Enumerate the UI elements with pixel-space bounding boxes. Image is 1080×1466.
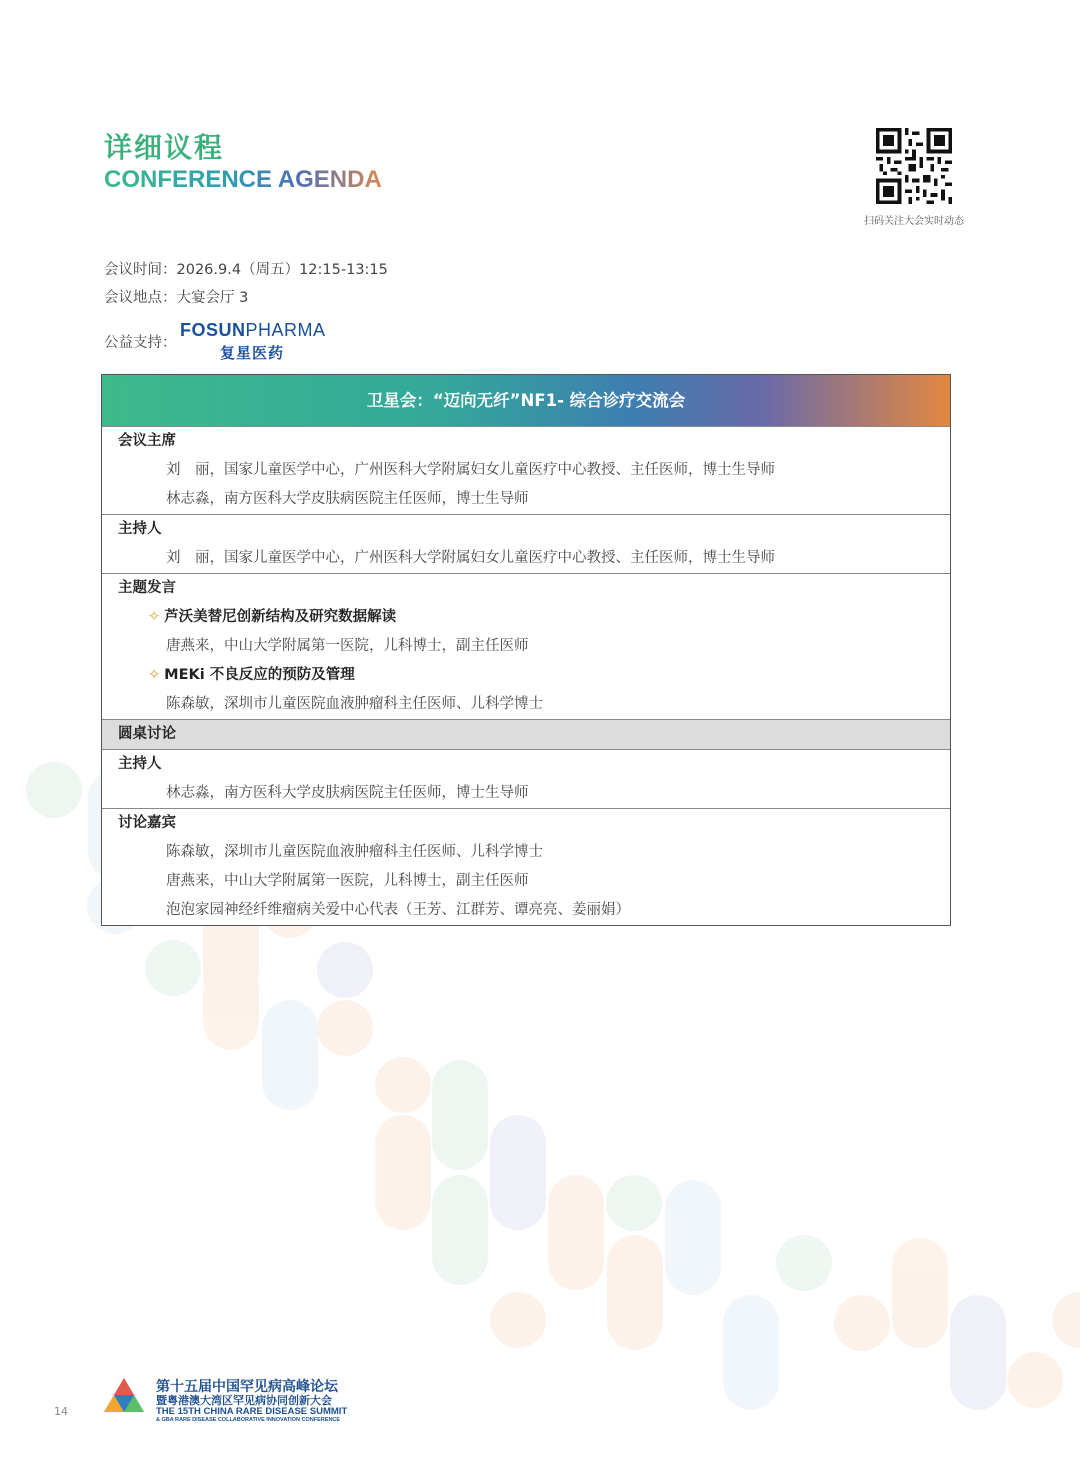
sparkle-icon: ✧: [148, 609, 161, 625]
section-label: 圆桌讨论: [118, 726, 176, 742]
section-label: 主持人: [118, 756, 162, 772]
page-number: 14: [54, 1405, 68, 1418]
talk-topic: [102, 661, 950, 690]
list-item: 林志淼，南方医科大学皮肤病医院主任医师，博士生导师: [166, 785, 529, 801]
section-label: 主题发言: [118, 580, 176, 596]
meeting-time: 会议时间：2026.9.4（周五）12:15-13:15: [104, 262, 388, 278]
guests-section: [102, 808, 950, 925]
qr-caption: 扫码关注大会实时动态: [864, 216, 964, 227]
agenda-table: [101, 374, 951, 926]
sparkle-icon: ✧: [148, 667, 161, 683]
list-item: 林志淼，南方医科大学皮肤病医院主任医师，博士生导师: [166, 491, 529, 507]
qr-code-icon[interactable]: [876, 128, 952, 204]
summit-line4: & GBA RARE DISEASE COLLABORATIVE INNOVATION CONFERENCE: [156, 1417, 341, 1423]
page-title-en: CONFERENCE AGENDA: [104, 166, 382, 193]
summit-name: [156, 1380, 347, 1424]
talk-topic-text: 芦沃美替尼创新结构及研究数据解读: [164, 609, 397, 625]
summit-logo-icon: [102, 1376, 146, 1420]
talk-topic: [102, 603, 950, 632]
fosun-pharma-logo: [180, 320, 326, 363]
list-item: 泡泡家园神经纤维瘤病关爱中心代表（王芳、江群芳、谭亮亮、姜丽娟）: [166, 902, 630, 918]
page-title-cn: 详细议程: [104, 131, 225, 164]
list-item: 刘 丽，国家儿童医学中心，广州医科大学附属妇女儿童医疗中心教授、主任医师，博士生导师: [166, 462, 775, 478]
meeting-venue: 会议地点：大宴会厅 3: [104, 290, 249, 306]
list-item: 陈森敏，深圳市儿童医院血液肿瘤科主任医师、儿科学博士: [166, 844, 543, 860]
keynote-section: [102, 573, 950, 719]
chairs-section: [102, 426, 950, 514]
roundtable-section: [102, 719, 950, 749]
roundtable-host-section: [102, 749, 950, 808]
summit-line3: THE 15TH CHINA RARE DISEASE SUMMIT: [156, 1406, 348, 1417]
sponsor-en-rest: PHARMA: [245, 320, 326, 340]
section-label: 会议主席: [118, 433, 176, 449]
summit-line1: 第十五届中国罕见病高峰论坛: [156, 1379, 338, 1395]
list-item: 刘 丽，国家儿童医学中心，广州医科大学附属妇女儿童医疗中心教授、主任医师，博士生导师: [166, 550, 775, 566]
sponsor-label: 公益支持：: [104, 335, 177, 351]
talk-speaker: 唐燕来，中山大学附属第一医院，儿科博士，副主任医师: [166, 638, 529, 654]
sponsor-en-bold: FOSUN: [180, 320, 246, 340]
section-label: 主持人: [118, 521, 162, 537]
talk-speaker: 陈森敏，深圳市儿童医院血液肿瘤科主任医师、儿科学博士: [166, 696, 543, 712]
section-label: 讨论嘉宾: [118, 815, 176, 831]
sponsor-cn: 复星医药: [220, 344, 285, 362]
summit-line2: 暨粤港澳大湾区罕见病协同创新大会: [156, 1394, 332, 1407]
host-section: [102, 514, 950, 573]
list-item: 唐燕来，中山大学附属第一医院，儿科博士，副主任医师: [166, 873, 529, 889]
agenda-title: 卫星会：“迈向无纤”NF1- 综合诊疗交流会: [102, 375, 950, 426]
talk-topic-text: MEKi 不良反应的预防及管理: [164, 667, 355, 683]
